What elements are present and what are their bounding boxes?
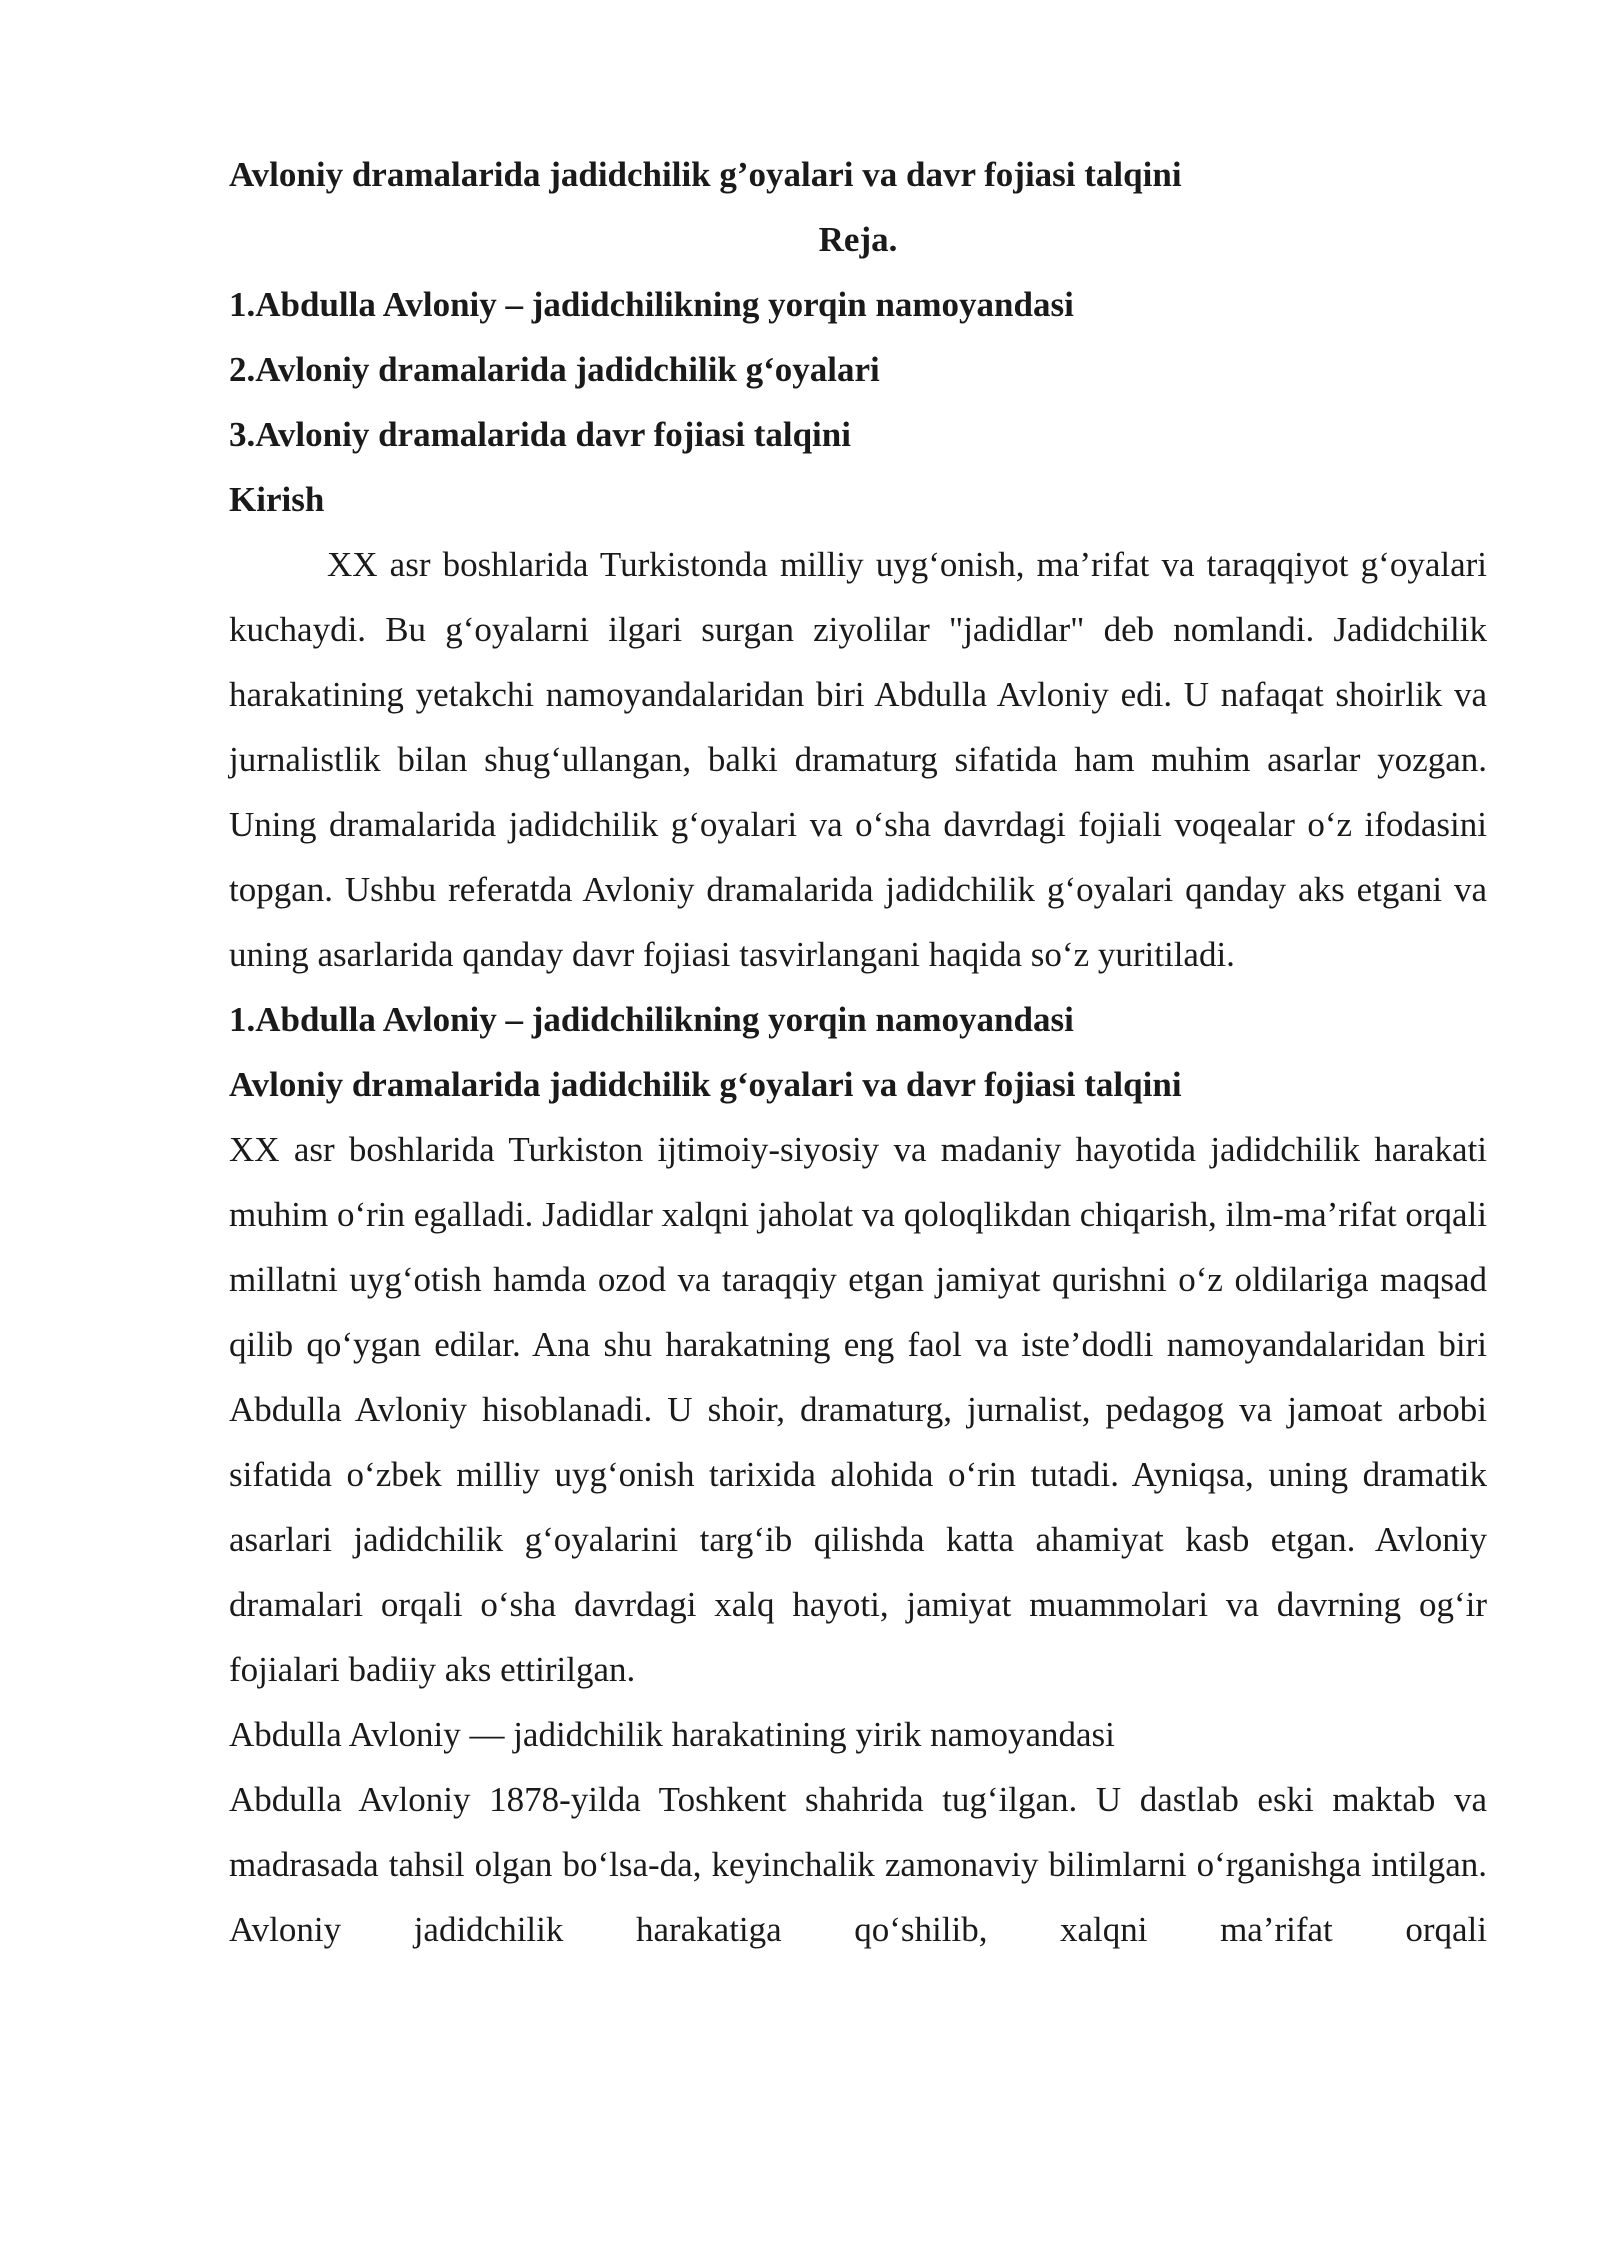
section1-subheading: Avloniy dramalarida jadidchilik g‘oyalari va davr fojiasi talqini	[229, 1065, 1182, 1104]
plan-item-3: 3.Avloniy dramalarida davr fojiasi talqini	[229, 415, 851, 454]
plan-item-2: 2.Avloniy dramalarida jadidchilik g‘oyalari	[229, 350, 880, 389]
section1-paragraph: XX asr boshlarida Turkiston ijtimoiy-siyosiy va madaniy hayotida jadidchilik harakati muhim o‘rin egalladi. Jadidlar xalqni jaholat va qoloqlikdan chiqarish, ilm-ma’rifat orqali millatni uyg‘otish hamda ozod va taraqqiy etgan jamiyat qurishni o‘z oldilariga maqsad qilib qo‘ygan edilar. Ana shu harakatning eng faol va iste’dodli namoyandalaridan biri Abdulla Avloniy hisoblanadi. U shoir, dramaturg, jurnalist, pedagog va jamoat arbobi sifatida o‘zbek milliy uyg‘onish tarixida alohida o‘rin tutadi. Ayniqsa, uning dramatik asarlari jadidchilik g‘oyalarini targ‘ib qilishda katta ahamiyat kasb etgan. Avloniy dramalari orqali o‘sha davrdagi xalq hayoti, jamiyat muammolari va davrning og‘ir fojialari badiiy aks ettirilgan.	[229, 1130, 1487, 1689]
plan-heading: Reja.	[818, 220, 898, 259]
section1-heading: 1.Abdulla Avloniy – jadidchilikning yorqin namoyandasi	[229, 1000, 1074, 1039]
plan-item-1: 1.Abdulla Avloniy – jadidchilikning yorqin namoyandasi	[229, 285, 1074, 324]
document-body	[229, 142, 1487, 1962]
intro-paragraph: XX asr boshlarida Turkistonda milliy uyg‘onish, ma’rifat va taraqqiyot g‘oyalari kuchaydi. Bu g‘oyalarni ilgari surgan ziyolilar "jadidlar" deb nomlandi. Jadidchilik harakatining yetakchi namoyandalaridan biri Abdulla Avloniy edi. U nafaqat shoirlik va jurnalistlik bilan shug‘ullangan, balki dramaturg sifatida ham muhim asarlar yozgan. Uning dramalarida jadidchilik g‘oyalari va o‘sha davrdagi fojiali voqealar o‘z ifodasini topgan. Ushbu referatda Avloniy dramalarida jadidchilik g‘oyalari qanday aks etgani va uning asarlarida qanday davr fojiasi tasvirlangani haqida so‘z yuritiladi.	[229, 545, 1487, 974]
section2-heading: Abdulla Avloniy — jadidchilik harakatining yirik namoyandasi	[229, 1715, 1115, 1754]
intro-heading: Kirish	[229, 480, 325, 519]
document-title: Avloniy dramalarida jadidchilik g’oyalari va davr fojiasi talqini	[229, 155, 1182, 194]
section2-paragraph: Abdulla Avloniy 1878-yilda Toshkent shahrida tug‘ilgan. U dastlab eski maktab va madrasada tahsil olgan bo‘lsa-da, keyinchalik zamonaviy bilimlarni o‘rganishga intilgan. Avloniy jadidchilik harakatiga qo‘shilib, xalqni ma’rifat orqali	[229, 1780, 1487, 1949]
